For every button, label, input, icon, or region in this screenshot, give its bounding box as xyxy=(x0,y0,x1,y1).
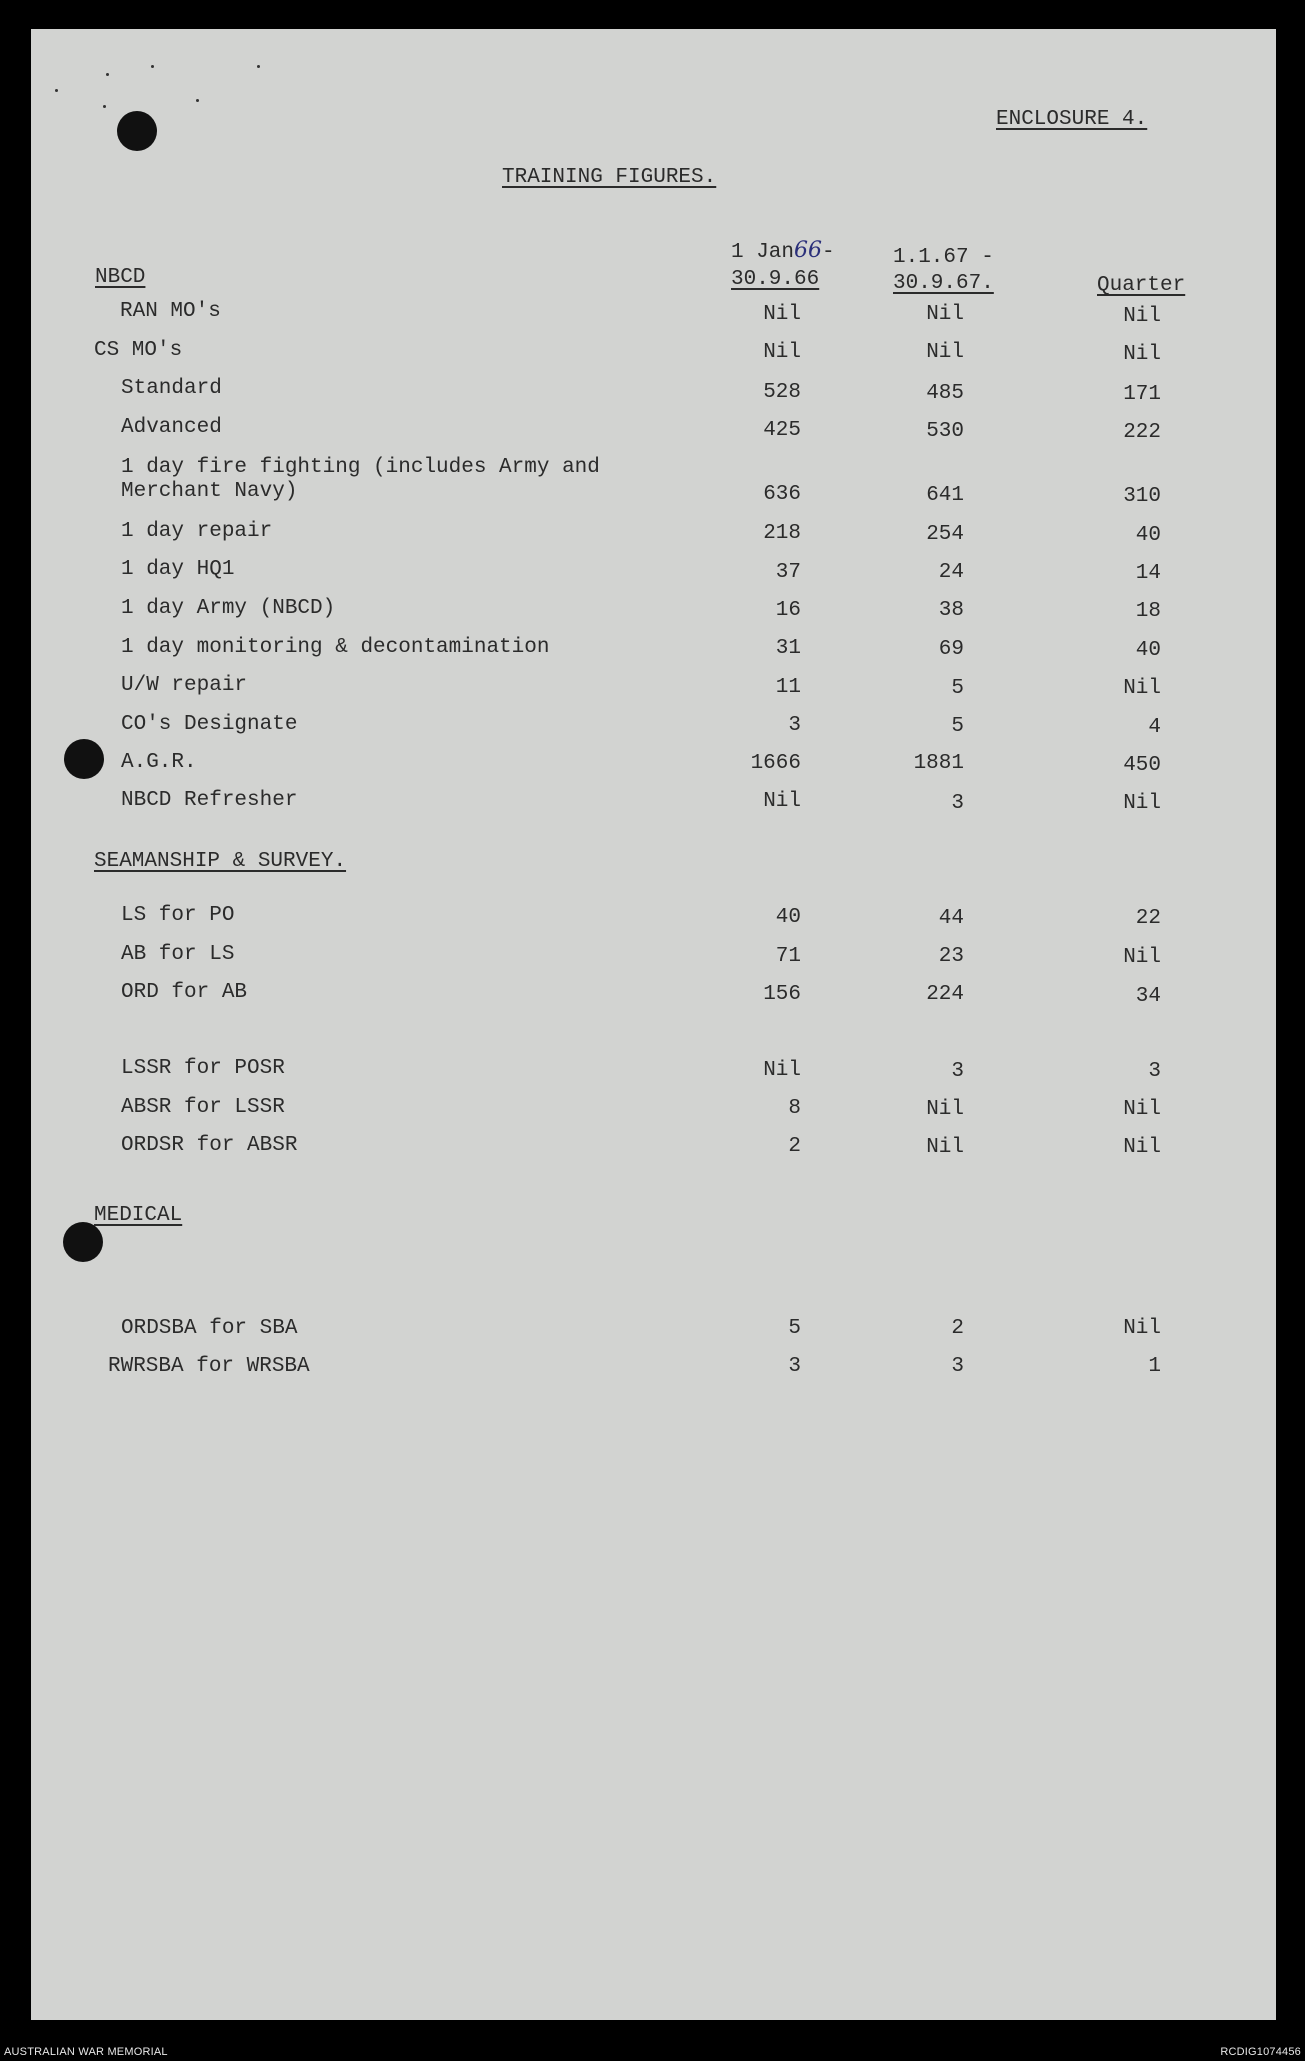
row-label: 1 day Army (NBCD) xyxy=(121,597,336,620)
punch-hole-middle xyxy=(64,739,104,779)
cell-quarter: 3 xyxy=(1148,1060,1161,1083)
document-page xyxy=(31,29,1276,2020)
cell-quarter: 310 xyxy=(1123,485,1161,508)
row-label: RAN MO's xyxy=(120,300,221,323)
section-heading-medical: MEDICAL xyxy=(94,1204,183,1227)
cell-period-2: 69 xyxy=(938,638,964,661)
speck xyxy=(55,89,58,92)
cell-period-1: 11 xyxy=(775,676,801,699)
cell-quarter: 171 xyxy=(1123,383,1161,406)
cell-period-2: 1881 xyxy=(913,752,964,775)
cell-quarter: Nil xyxy=(1123,1098,1161,1121)
cell-period-1: 3 xyxy=(788,714,801,737)
row-label: NBCD Refresher xyxy=(121,789,298,812)
cell-quarter: 40 xyxy=(1135,524,1161,547)
row-label: ABSR for LSSR xyxy=(121,1096,285,1119)
cell-period-2: 2 xyxy=(951,1317,964,1340)
cell-period-1: 8 xyxy=(788,1097,801,1120)
cell-period-1: 5 xyxy=(788,1317,801,1340)
cell-quarter: 14 xyxy=(1135,562,1161,585)
cell-period-1: 31 xyxy=(775,637,801,660)
row-label: LSSR for POSR xyxy=(121,1057,285,1080)
cell-period-2: 38 xyxy=(938,599,964,622)
cell-period-1: 16 xyxy=(775,599,801,622)
cell-period-2: Nil xyxy=(926,341,964,364)
cell-period-1: 218 xyxy=(763,522,801,545)
cell-quarter: Nil xyxy=(1123,946,1161,969)
cell-period-1: 528 xyxy=(763,381,801,404)
row-label: U/W repair xyxy=(121,674,248,697)
speck xyxy=(196,99,199,102)
cell-quarter: Nil xyxy=(1123,343,1161,366)
cell-quarter: 1 xyxy=(1148,1355,1161,1378)
cell-period-1: Nil xyxy=(763,790,801,813)
row-label: Advanced xyxy=(121,416,222,439)
column-header-period-2-end: 30.9.67. xyxy=(893,272,994,295)
cell-period-2: 3 xyxy=(951,792,964,815)
cell-quarter: Nil xyxy=(1123,677,1161,700)
cell-period-1: Nil xyxy=(763,341,801,364)
cell-period-1: Nil xyxy=(763,1059,801,1082)
cell-period-2: 485 xyxy=(926,382,964,405)
row-label: AB for LS xyxy=(121,943,235,966)
cell-quarter: 4 xyxy=(1148,716,1161,739)
footer-source: AUSTRALIAN WAR MEMORIAL xyxy=(4,2046,168,2058)
column-header-period-2: 1.1.67 - xyxy=(893,246,994,269)
cell-quarter: 40 xyxy=(1135,639,1161,662)
cell-quarter: 222 xyxy=(1123,421,1161,444)
punch-hole-lower xyxy=(63,1222,103,1262)
speck xyxy=(106,73,109,76)
cell-period-2: 24 xyxy=(938,561,964,584)
column-header-period-1-end: 30.9.66 xyxy=(731,268,820,291)
cell-period-1: 425 xyxy=(763,419,801,442)
speck xyxy=(257,65,260,68)
row-label: 1 day fire fighting (includes Army and xyxy=(121,456,600,479)
column-header-period-1-text: 1 Jan xyxy=(731,241,795,264)
row-label: Standard xyxy=(121,377,222,400)
column-header-period-1 xyxy=(731,240,835,263)
speck xyxy=(151,65,154,68)
cell-period-2: 3 xyxy=(951,1060,964,1083)
row-label: ORDSR for ABSR xyxy=(121,1134,298,1157)
cell-period-1: 40 xyxy=(775,906,801,929)
speck xyxy=(103,105,106,108)
punch-hole-top xyxy=(117,111,157,151)
cell-period-1: 1666 xyxy=(750,752,801,775)
cell-period-2: Nil xyxy=(926,1136,964,1159)
cell-period-1: 71 xyxy=(775,945,801,968)
cell-period-1: 636 xyxy=(763,483,801,506)
cell-quarter: Nil xyxy=(1123,305,1161,328)
cell-period-1: 2 xyxy=(788,1135,801,1158)
cell-period-1: 37 xyxy=(775,561,801,584)
section-heading-seamanship: SEAMANSHIP & SURVEY. xyxy=(94,850,347,873)
section-heading-nbcd: NBCD xyxy=(95,266,146,289)
row-label: CS MO's xyxy=(94,339,183,362)
column-header-period-1-dash: - xyxy=(822,241,835,264)
row-label: 1 day repair xyxy=(121,520,273,543)
cell-quarter: Nil xyxy=(1123,792,1161,815)
cell-period-2: 5 xyxy=(951,715,964,738)
row-label: 1 day HQ1 xyxy=(121,558,235,581)
cell-period-2: 23 xyxy=(938,945,964,968)
row-label: LS for PO xyxy=(121,904,235,927)
cell-period-2: 44 xyxy=(938,907,964,930)
row-label: 1 day monitoring & decontamination xyxy=(121,636,550,659)
cell-quarter: 22 xyxy=(1135,907,1161,930)
row-label: RWRSBA for WRSBA xyxy=(108,1355,310,1378)
row-label-continued: Merchant Navy) xyxy=(121,480,298,503)
cell-quarter: 450 xyxy=(1123,754,1161,777)
cell-period-2: 224 xyxy=(926,983,964,1006)
cell-period-2: 254 xyxy=(926,523,964,546)
handwritten-year: 66 xyxy=(794,238,823,263)
column-header-quarter: Quarter xyxy=(1097,274,1186,297)
cell-period-2: 3 xyxy=(951,1355,964,1378)
row-label: CO's Designate xyxy=(121,713,298,736)
row-label: ORD for AB xyxy=(121,981,248,1004)
row-label: ORDSBA for SBA xyxy=(121,1317,298,1340)
row-label: A.G.R. xyxy=(121,751,197,774)
cell-period-2: Nil xyxy=(926,303,964,326)
page-title: TRAINING FIGURES. xyxy=(502,166,717,189)
cell-quarter: Nil xyxy=(1123,1136,1161,1159)
enclosure-label: ENCLOSURE 4. xyxy=(996,108,1148,131)
cell-period-2: 530 xyxy=(926,420,964,443)
cell-quarter: 18 xyxy=(1135,600,1161,623)
cell-period-2: 5 xyxy=(951,677,964,700)
footer-record-id: RCDIG1074456 xyxy=(1220,2046,1301,2058)
cell-period-1: 3 xyxy=(788,1355,801,1378)
cell-period-2: Nil xyxy=(926,1098,964,1121)
cell-period-1: 156 xyxy=(763,983,801,1006)
cell-quarter: Nil xyxy=(1123,1317,1161,1340)
cell-period-1: Nil xyxy=(763,303,801,326)
cell-period-2: 641 xyxy=(926,484,964,507)
cell-quarter: 34 xyxy=(1135,985,1161,1008)
